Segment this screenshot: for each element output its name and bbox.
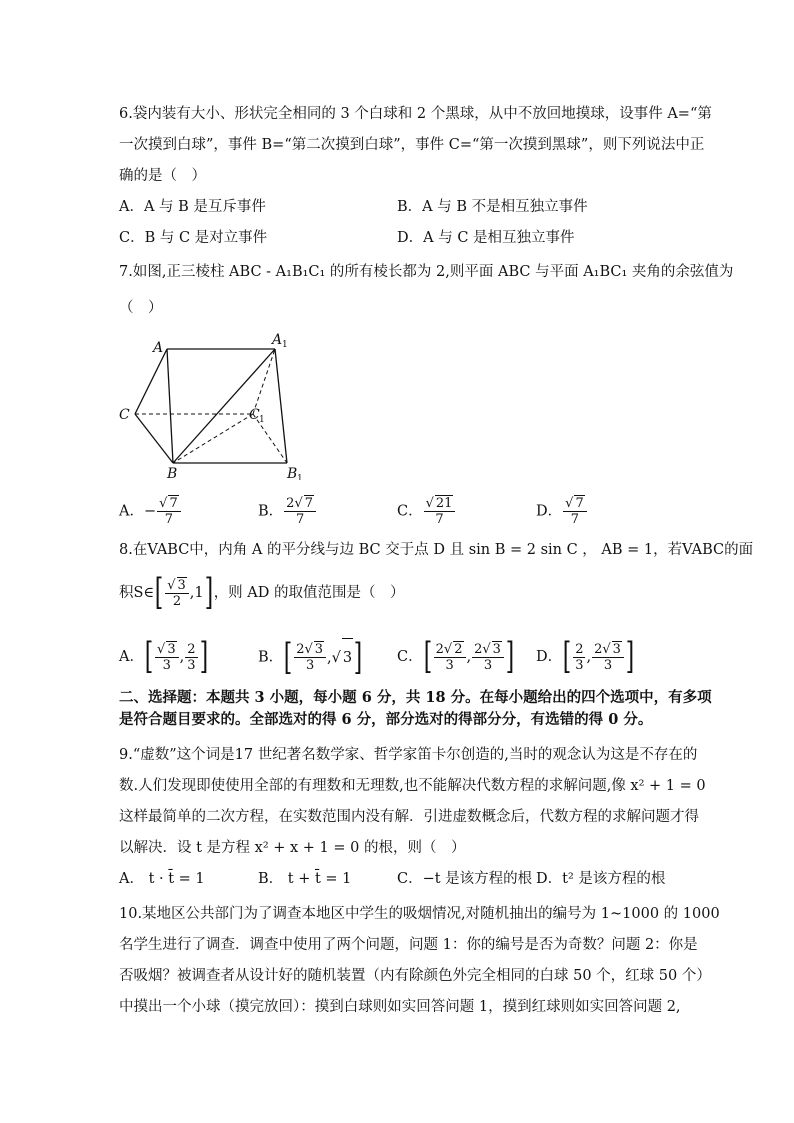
q9-option-d: D．t² 是该方程的根: [536, 871, 666, 887]
q9-line3: 这样最简单的二次方程，在实数范围内没有解．引进虚数概念后，代数方程的求解问题才得: [119, 809, 699, 825]
sub-b1: 1: [297, 474, 303, 480]
q7-option-c: C． $\frac{√ 21}{7}$: [397, 496, 456, 527]
q8-line2: 积S∈ [ $\frac{√ 3}{2}$ , 1 ] ，则 AD 的取值范围是（ ）: [119, 572, 405, 613]
label-c: C: [119, 407, 130, 423]
q6-line1: 6.袋内装有大小、形状完全相同的 3 个白球和 2 个黑球，从中不放回地摸球，设事件 A=“第: [119, 106, 712, 122]
q8-line1: 8.在VABC中，内角 A 的平分线与边 BC 交于点 D 且 sin B = 2 sin C ， AB = 1，若VABC的面: [119, 542, 754, 558]
q10-line3: 否吸烟？被调查者从设计好的随机装置（内有除颜色外完全相同的白球 50 个，红球 50 个）: [119, 968, 711, 984]
q6-line3: 确的是（ ）: [119, 168, 206, 184]
q6-option-c: C．B 与 C 是对立事件: [119, 230, 268, 246]
q6-option-a: A．A 与 B 是互斥事件: [119, 199, 266, 215]
q10-line4: 中摸出一个小球（摸完放回）：摸到白球则如实回答问题 1，摸到红球则如实回答问题 2,: [119, 999, 681, 1015]
q9-option-b: B． t + t̄ = 1: [258, 871, 352, 887]
q6-option-d: D．A 与 C 是相互独立事件: [397, 230, 575, 246]
label-b1: B: [287, 466, 298, 480]
q8-option-d: D． [ $\frac{2}{3}$ , $\frac{2√ 3}{3}$ ]: [536, 636, 635, 677]
section2-line2: 是符合题目要求的。全部选对的得 6 分，部分选对的得部分分，有选错的得 0 分。: [119, 711, 653, 728]
label-c1: C: [249, 407, 260, 423]
section2-line1: 二、选择题：本题共 3 小题，每小题 6 分，共 18 分。在每小题给出的四个选项中，有多项: [119, 689, 712, 706]
q9-option-c: C．−t 是该方程的根: [397, 871, 533, 887]
q8-option-a: A． [ $\frac{√ 3}{3}$ , $\frac{2}{3}$ ]: [119, 636, 208, 677]
q7-line1: 7.如图,正三棱柱 ABC - A₁B₁C₁ 的所有棱长都为 2,则平面 ABC 与平面 A₁BC₁ 夹角的余弦值为: [119, 264, 734, 280]
label-a: A: [153, 340, 164, 356]
q9-line1: 9.“虚数”这个词是17 世纪著名数学家、哲学家笛卡尔创造的,当时的观念认为这是不存在的: [119, 747, 698, 763]
q6-option-b: B．A 与 B 不是相互独立事件: [397, 199, 588, 215]
q8-option-b: B． [ $\frac{2√ 3}{3}$ ,√ 3 ]: [258, 636, 363, 678]
sub-c1: 1: [259, 415, 265, 425]
prism-figure: [115, 330, 315, 480]
q6-line2: 一次摸到白球”，事件 B=“第二次摸到白球”，事件 C=“第一次摸到黑球”，则下列说法中正: [119, 137, 705, 153]
q9-line4: 以解决．设 t 是方程 x² + x + 1 = 0 的根，则（ ）: [119, 840, 466, 856]
q7-option-b: B． $\frac{2√ 7}{7}$: [258, 496, 317, 527]
label-a1: A: [272, 332, 283, 348]
q10-line2: 名学生进行了调查．调查中使用了两个问题，问题 1：你的编号是否为奇数？问题 2：你是: [119, 937, 698, 953]
q8-option-c: C． [ $\frac{2√ 2}{3}$ , $\frac{2√ 3}{3}$ ]: [397, 636, 515, 677]
sub-a1: 1: [282, 340, 288, 350]
q7-option-a: A．− $\frac{√ 7}{7}$: [119, 496, 182, 527]
q7-option-d: D． $\frac{√ 7}{7}$: [536, 496, 588, 527]
q10-line1: 10.某地区公共部门为了调查本地区中学生的吸烟情况,对随机抽出的编号为 1~1000 的 1000: [119, 906, 720, 922]
q9-line2: 数.人们发现即使使用全部的有理数和无理数,也不能解决代数方程的求解问题,像 x² + 1 = 0: [119, 778, 706, 794]
q9-option-a: A． t · t̄ = 1: [119, 871, 205, 887]
label-b: B: [167, 466, 178, 480]
q7-line2: （ ）: [119, 300, 163, 316]
